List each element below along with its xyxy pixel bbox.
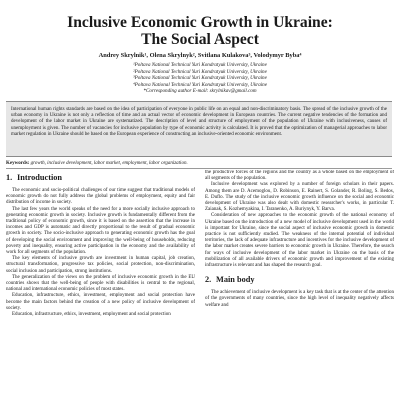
paragraph: The key elements of inclusive growth are investment in human capital, job creation, structural transformation, progressive tax policies, social protection, non-discrimination, social inclusion and participation, strong institutions. (6, 256, 195, 274)
title-line-2: The Social Aspect (141, 31, 259, 48)
paragraph: Education, infrastructure, ethics, investment, employment and social protection (12, 312, 171, 318)
paragraph: The economic and socio-political challenges of our time suggest that traditional models of economic growth do not fully address the global problems of employment, equity and fair distribution of income in society. (6, 188, 195, 206)
keywords-text: growth, inclusive development, labor market, employment, labor organization. (30, 161, 188, 166)
paragraph: Education, infrastructure, ethics, investment, employment and social protection have become the main factors behind the creation of a new policy of inclusive development of society. (6, 293, 195, 311)
spacer (205, 269, 394, 272)
affiliation-2: ²Poltava National Technical Yuri Kondratyuk University, Ukraine (133, 68, 267, 75)
right-column (205, 170, 394, 400)
section-heading-introduction (6, 173, 195, 183)
paragraph: the productive forces of the regions and the country as a whole based on the employment of all segments of the population. (205, 170, 394, 182)
keywords-label: Keywords: (6, 161, 30, 166)
paragraph: The last few years the world speaks of the need for a more socially inclusive approach to generating economic growth in society. Inclusive growth is fundamentally different from the traditional policy of economic growth, since it is based on the assertion that the increase in incomes and GDP is automatic and directly proportional to the result of gradual economic growth in society. The socio-inclusive approach to generating economic growth has the goal of developing the social environment and improving the well-being of households, reducing poverty and inequality, ensuring active participation in the economy and the availability of work for all segments of the population. (6, 206, 195, 256)
abstract: International human rights standards are based on the idea of participation of everyone in public life on an equal and non-discriminatory basis. The spread of the inclusive growth of the urban economy in Ukraine is not only a reflection of time and an actual vector of economic development in European countries. The current negative tendencies of the formation and development of the labor market in Ukraine are systematized. The description of level and structure of employment of the population of Ukraine with inclusiveness, causes of unemployment is given. The number of vacancies for inclusive population by type of economic activity is calculated. It is proved that the optimization of managerial approaches to labor market regulation in Ukraine should be based on the European experience of constructing an inclusive-oriented economic environment. (6, 101, 392, 157)
paragraph: The generalization of the views on the problem of inclusive economic growth in the EU countries shows that the well-being of people with disabilities is central to the regional, national and international economic policies of most states. (6, 274, 195, 293)
paragraph: Inclusive development was explored by a number of foreign scholars in their papers. Among them are D. Acemoglou, D. Robinson, E. Rainert, S. Golander, R. Boling, S. Bedos, E. Duflo. The study of the inclusive economic growth influence on the social and economic development of Ukraine was also dealt with domestic researcher's works, in particular T. Zaianak, S. Kozhemyakina, I. Taranenko, A. Buriynyk, Y. Barva. (205, 182, 394, 213)
paragraph: Consideration of new approaches to the economic growth of the national economy of Ukraine based on the introduction of a new model of inclusive development used in the world is important for Ukraine, since the social aspect of inclusive economic growth in domestic practice is not sufficiently studied. The weakness of the internal potential of individual territories, the lack of adequate infrastructure and incentives for the inclusive development of the labor market creates severe barriers to economic growth in Ukraine. Therefore, the search for ways of inclusive development of the labor market in Ukraine on the basis of the mobilization of all available drivers of economic growth and improvement of the existing infrastructure is relevant and has shaped the research goal. (205, 213, 394, 269)
affiliation-4: ⁴Poltava National Technical Yuri Kondratyuk University, Ukraine (133, 81, 267, 88)
paragraph: The achievement of inclusive development is a key task that is at the center of the attention of the governments of many countries, since the high level of inequality negatively affects welfare and (205, 290, 394, 308)
affiliations (0, 62, 400, 95)
author-list: Andrey Skrylnik¹, Olena Skrylnyk², Svitlana Kulakova³, Volodymyr Byba⁴ (98, 52, 302, 59)
section-number: 2. (205, 275, 212, 285)
title-line-1: Inclusive Economic Growth in Ukraine: (67, 14, 333, 31)
paper-title (0, 14, 400, 48)
section-title: Introduction (17, 173, 63, 182)
section-heading-main-body (205, 275, 394, 285)
keywords-line (6, 161, 392, 167)
section-title: Main body (216, 275, 255, 285)
affiliation-3: ³Poltava National Technical Yuri Kondratyuk University, Ukraine (133, 75, 267, 82)
section-number: 1. (6, 173, 13, 182)
divider (6, 168, 392, 169)
left-column (6, 170, 195, 400)
corresponding-author: *Corresponding author E-mail: skrylnikav@gmail.com (143, 88, 257, 95)
affiliation-1: ¹Poltava National Technical Yuri Kondratyuk University, Ukraine (133, 62, 267, 68)
